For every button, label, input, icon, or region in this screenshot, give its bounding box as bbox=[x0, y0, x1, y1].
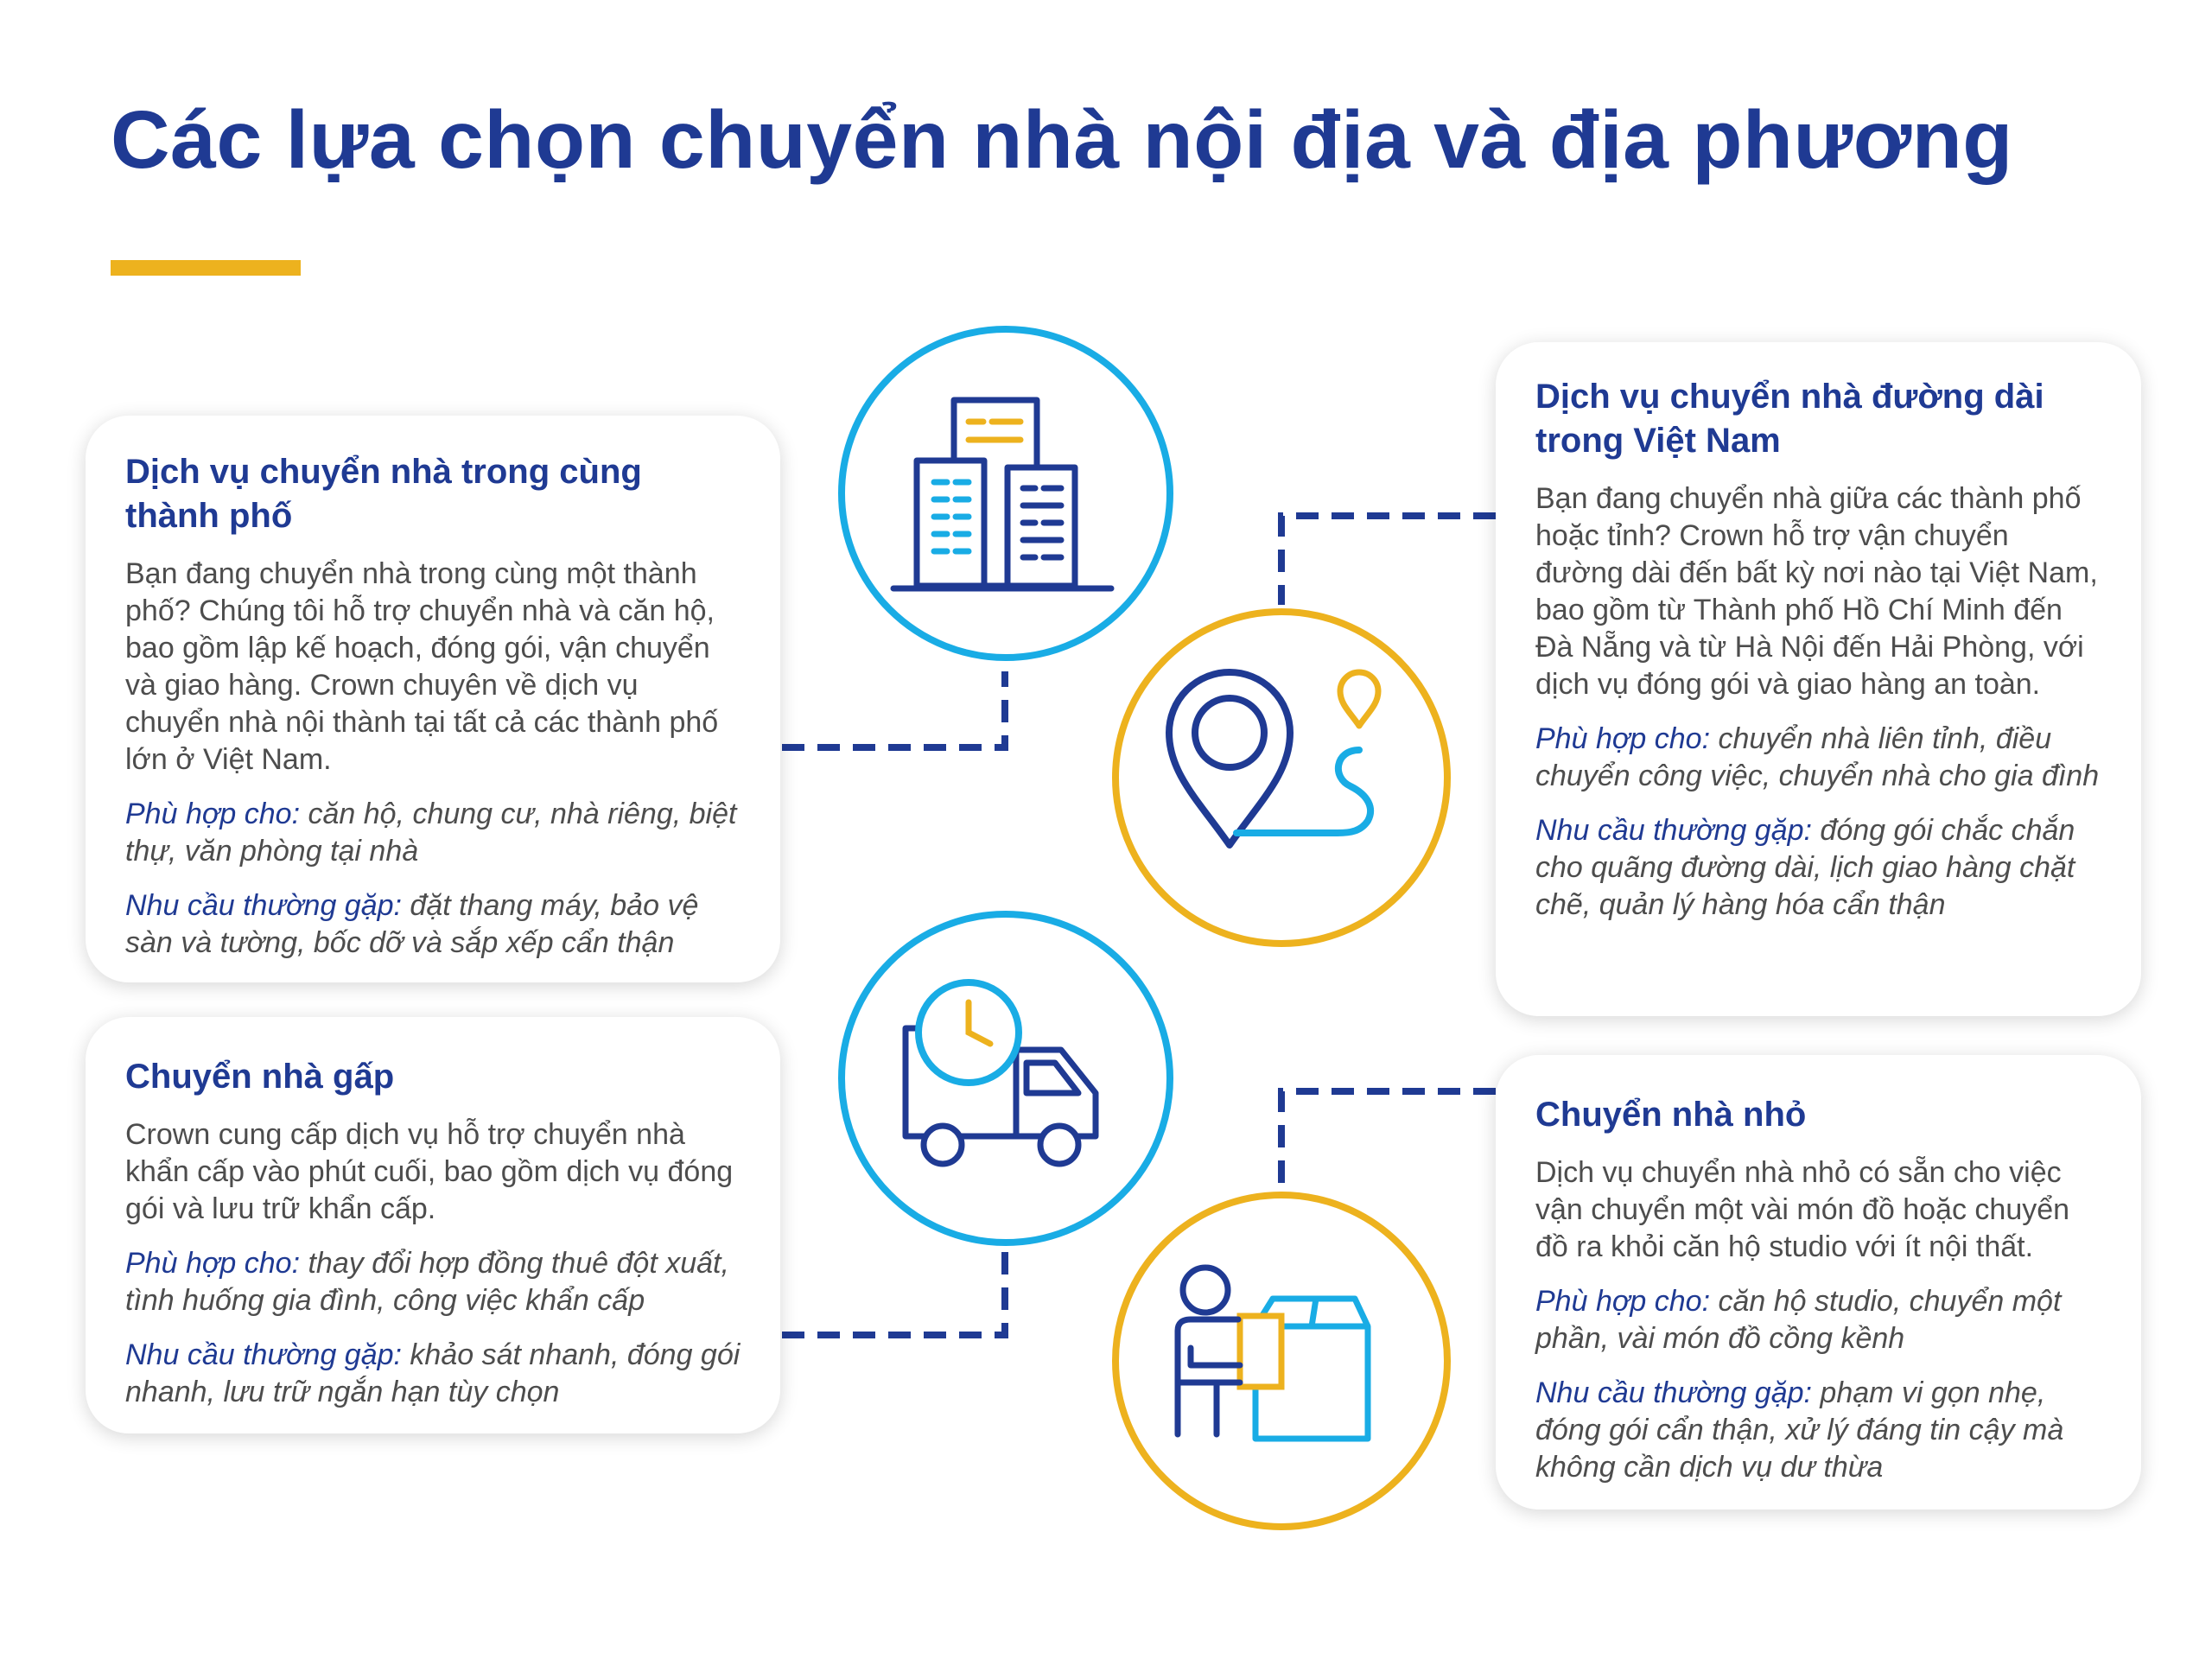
map-route-pin-icon bbox=[1109, 605, 1454, 950]
card-suitable-for bbox=[125, 1245, 741, 1319]
card-title: Dịch vụ chuyển nhà đường dài trong Việt Nam bbox=[1535, 378, 2044, 460]
card-description: Bạn đang chuyển nhà trong cùng một thành phố? Chúng tôi hỗ trợ chuyển nhà và căn hộ, bao gồm lập kế hoạch, đóng gói, vận chuyển và giao hàng. Crown chuyên về dịch vụ chuyển nhà nội thành tại tất cả các thành phố lớn ở Việt Nam. bbox=[125, 557, 719, 776]
suitable-text: chuyển nhà liên tỉnh, điều chuyển công việc, chuyển nhà cho gia đình bbox=[1535, 722, 2100, 792]
card-common-needs bbox=[1535, 812, 2101, 924]
suitable-text: căn hộ studio, chuyển một phần, vài món đồ cồng kềnh bbox=[1535, 1285, 2062, 1355]
card-urgent-moving bbox=[86, 1017, 780, 1433]
card-common-needs bbox=[1535, 1375, 2101, 1486]
connector-card2 bbox=[1281, 516, 1496, 605]
needs-text: phạm vi gọn nhẹ, đóng gói cẩn thận, xử lý đáng tin cậy mà không cần dịch vụ dư thừa bbox=[1535, 1376, 2064, 1484]
connector-card3 bbox=[782, 1249, 1005, 1335]
suitable-text: thay đổi hợp đồng thuê đột xuất, tình huống gia đình, công việc khẩn cấp bbox=[125, 1247, 729, 1317]
card-title: Chuyển nhà nhỏ bbox=[1535, 1096, 1807, 1134]
card-common-needs bbox=[125, 1337, 741, 1411]
card-title: Dịch vụ chuyển nhà trong cùng thành phố bbox=[125, 453, 642, 535]
card-local-moving bbox=[86, 416, 780, 982]
needs-label: Nhu cầu thường gặp: bbox=[125, 1338, 402, 1371]
card-description: Crown cung cấp dịch vụ hỗ trợ chuyển nhà khẩn cấp vào phút cuối, bao gồm dịch vụ đóng gói và lưu trữ khẩn cấp. bbox=[125, 1118, 734, 1225]
suitable-label: Phù hợp cho: bbox=[1535, 722, 1711, 755]
connector-card4 bbox=[1281, 1091, 1496, 1188]
card-suitable-for bbox=[125, 796, 741, 870]
card-description: Bạn đang chuyển nhà giữa các thành phố hoặc tỉnh? Crown hỗ trợ vận chuyển đường dài đến bất kỳ nơi nào tại Việt Nam, bao gồm từ Thành phố Hồ Chí Minh đến Đà Nẵng và từ Hà Nội đến Hải Phòng, với dịch vụ đóng gói và giao hàng an toàn. bbox=[1535, 482, 2098, 701]
needs-label: Nhu cầu thường gặp: bbox=[125, 889, 402, 922]
card-suitable-for bbox=[1535, 1283, 2101, 1357]
needs-text: khảo sát nhanh, đóng gói nhanh, lưu trữ ngắn hạn tùy chọn bbox=[125, 1338, 741, 1408]
suitable-label: Phù hợp cho: bbox=[1535, 1285, 1711, 1318]
card-title: Chuyển nhà gấp bbox=[125, 1058, 395, 1096]
card-description: Dịch vụ chuyển nhà nhỏ có sẵn cho việc vận chuyển một vài món đồ hoặc chuyển đồ ra khỏi căn hộ studio với ít nội thất. bbox=[1535, 1156, 2070, 1263]
connector-card1 bbox=[782, 671, 1005, 747]
card-small-moving bbox=[1496, 1055, 2141, 1510]
needs-text: đặt thang máy, bảo vệ sàn và tường, bốc dỡ và sắp xếp cẩn thận bbox=[125, 889, 699, 959]
person-carrying-box-icon bbox=[1109, 1188, 1454, 1534]
suitable-label: Phù hợp cho: bbox=[125, 798, 301, 830]
needs-text: đóng gói chắc chắn cho quãng đường dài, lịch giao hàng chặt chẽ, quản lý hàng hóa cẩn thận bbox=[1535, 814, 2075, 921]
needs-label: Nhu cầu thường gặp: bbox=[1535, 814, 1812, 847]
card-common-needs bbox=[125, 887, 741, 962]
needs-label: Nhu cầu thường gặp: bbox=[1535, 1376, 1812, 1409]
suitable-label: Phù hợp cho: bbox=[125, 1247, 301, 1280]
page-title: Các lựa chọn chuyển nhà nội địa và địa phương bbox=[111, 94, 2013, 186]
card-long-distance-moving bbox=[1496, 342, 2141, 1016]
suitable-text: căn hộ, chung cư, nhà riêng, biệt thự, văn phòng tại nhà bbox=[125, 798, 737, 868]
card-suitable-for bbox=[1535, 721, 2101, 795]
